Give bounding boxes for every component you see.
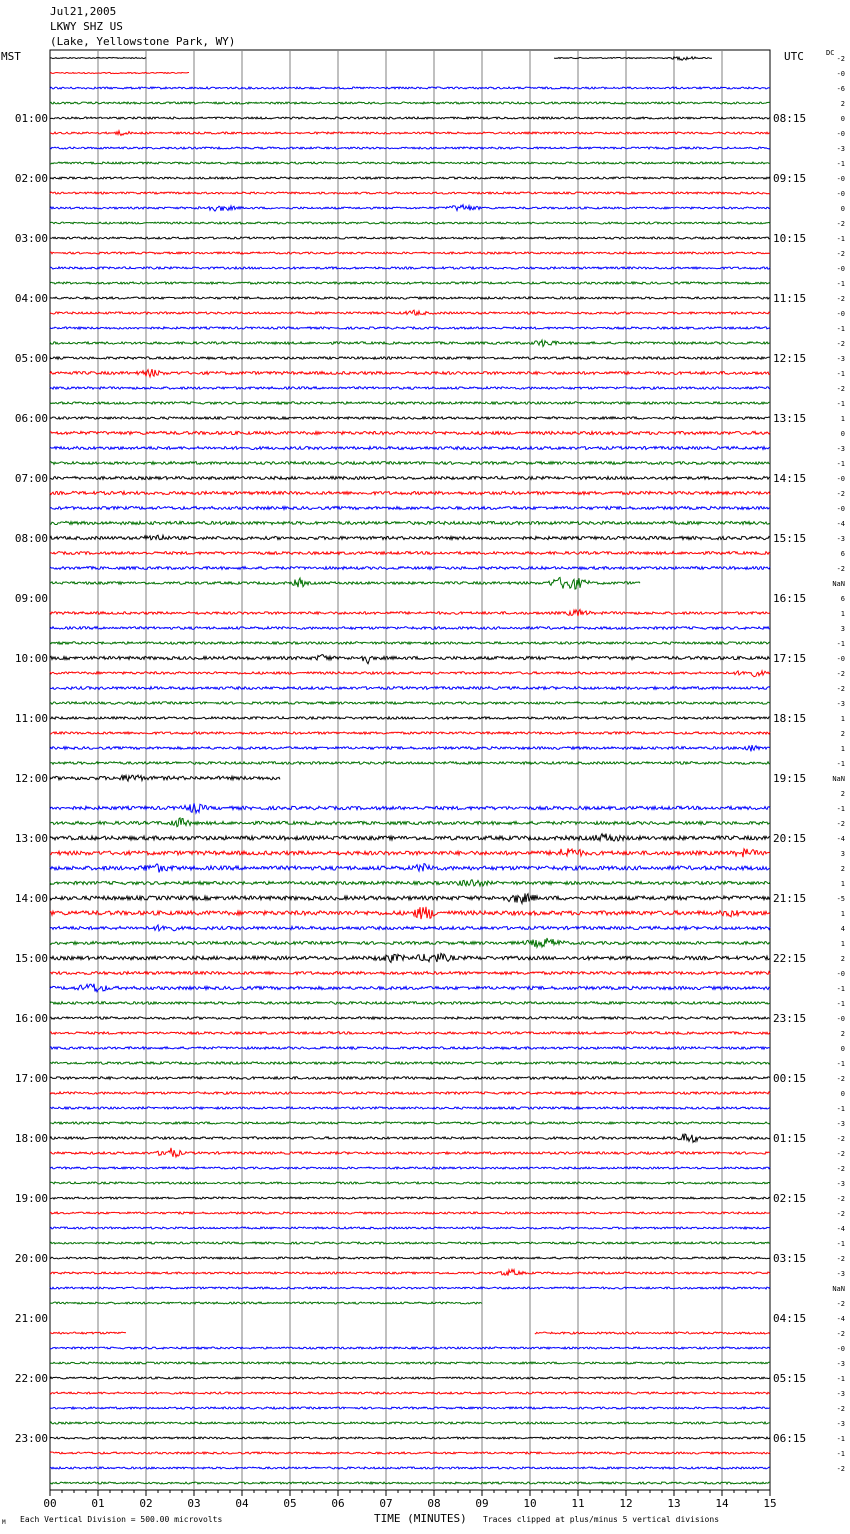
dc-offset-value: -1	[836, 1240, 845, 1248]
seismic-trace	[50, 848, 770, 857]
seismic-trace	[50, 1077, 770, 1080]
hour-label-utc: 11:15	[773, 292, 807, 305]
seismic-trace	[50, 357, 770, 359]
dc-offset-value: -2	[836, 220, 845, 228]
dc-offset-value: -0	[836, 505, 845, 513]
seismic-trace	[50, 1407, 770, 1409]
seismic-trace	[50, 775, 280, 781]
hour-label-mst: 16:00	[14, 1012, 48, 1025]
hour-label-utc: 01:15	[773, 1132, 807, 1145]
hour-label-mst: 09:00	[14, 592, 48, 605]
dc-offset-value: 6	[840, 550, 845, 558]
dc-offset-value: -2	[836, 1150, 845, 1158]
x-tick-label: 01	[91, 1497, 105, 1510]
dc-offset-value: -0	[836, 265, 845, 273]
dc-offset-value: -2	[836, 340, 845, 348]
seismic-trace	[50, 1227, 770, 1229]
hour-label-mst: 21:00	[14, 1312, 48, 1325]
hour-label-utc: 03:15	[773, 1252, 807, 1265]
seismic-trace	[50, 1032, 770, 1034]
dc-offset-value: -2	[836, 1465, 845, 1473]
dc-offset-value: -2	[836, 565, 845, 573]
seismic-trace	[50, 431, 770, 434]
hour-label-mst: 10:00	[14, 652, 48, 665]
dc-offset-value: -1	[836, 1060, 845, 1068]
hour-label-utc: 16:15	[773, 592, 807, 605]
dc-offset-value: -1	[836, 1450, 845, 1458]
seismic-trace	[50, 880, 770, 886]
hour-label-utc: 10:15	[773, 232, 807, 245]
hour-label-mst: 23:00	[14, 1432, 48, 1445]
dc-offset-value: -0	[836, 1345, 845, 1353]
dc-offset-value: 0	[840, 1045, 845, 1053]
dc-offset-value: -1	[836, 400, 845, 408]
hour-label-mst: 19:00	[14, 1192, 48, 1205]
dc-offset-value: 1	[840, 910, 845, 918]
x-tick-label: 03	[187, 1497, 201, 1510]
hour-label-utc: 21:15	[773, 892, 807, 905]
dc-offset-value: -1	[836, 460, 845, 468]
seismic-trace	[50, 521, 770, 524]
seismic-trace	[50, 1269, 770, 1275]
hour-label-utc: 13:15	[773, 412, 807, 425]
seismic-trace	[50, 310, 770, 315]
hour-label-mst: 13:00	[14, 832, 48, 845]
seismic-trace	[50, 1452, 770, 1454]
x-tick-label: 00	[43, 1497, 57, 1510]
seismic-trace	[535, 1332, 770, 1334]
x-tick-label: 06	[331, 1497, 345, 1510]
dc-offset-value: -3	[836, 145, 845, 153]
seismic-trace	[50, 953, 770, 962]
dc-offset-value: -4	[836, 1225, 845, 1233]
hour-label-utc: 14:15	[773, 472, 807, 485]
seismic-trace	[50, 655, 770, 664]
dc-offset-value: -1	[836, 1000, 845, 1008]
dc-offset-value: -4	[836, 835, 845, 843]
dc-offset-value: -1	[836, 235, 845, 243]
dc-offset-value: -4	[836, 1315, 845, 1323]
seismic-trace	[50, 1062, 770, 1064]
x-tick-label: 13	[667, 1497, 681, 1510]
seismic-trace	[50, 938, 770, 947]
seismic-trace	[50, 131, 770, 136]
dc-offset-value: -2	[836, 1300, 845, 1308]
seismic-trace	[50, 1482, 770, 1484]
dc-offset-value: 4	[840, 925, 845, 933]
footer-mark: M	[2, 1519, 6, 1526]
seismic-trace	[50, 984, 770, 992]
hour-label-utc: 20:15	[773, 832, 807, 845]
hour-label-mst: 05:00	[14, 352, 48, 365]
x-axis-label: TIME (MINUTES)	[374, 1512, 467, 1525]
dc-offset-value: 1	[840, 880, 845, 888]
x-tick-label: 05	[283, 1497, 297, 1510]
seismic-trace	[50, 745, 770, 751]
seismic-trace	[50, 447, 770, 450]
seismic-trace	[50, 237, 770, 239]
seismic-trace	[50, 1347, 770, 1349]
dc-offset-value: -0	[836, 190, 845, 198]
seismic-trace	[50, 972, 770, 975]
dc-offset-value: -0	[836, 655, 845, 663]
hour-label-mst: 12:00	[14, 772, 48, 785]
dc-offset-value: -2	[836, 250, 845, 258]
dc-offset-value: -2	[836, 1165, 845, 1173]
dc-offset-value: -1	[836, 325, 845, 333]
seismic-trace	[50, 87, 770, 89]
station-location: (Lake, Yellowstone Park, WY)	[50, 35, 236, 48]
seismic-trace	[50, 1212, 770, 1214]
dc-offset-value: -1	[836, 640, 845, 648]
dc-offset-value: 1	[840, 415, 845, 423]
seismic-trace	[50, 577, 640, 589]
seismic-trace	[50, 177, 770, 179]
dc-offset-value: -2	[836, 1210, 845, 1218]
seismic-trace	[50, 387, 770, 389]
seismic-trace	[50, 327, 770, 329]
seismic-trace	[50, 1377, 770, 1379]
station-code: LKWY SHZ US	[50, 20, 123, 33]
seismic-trace	[50, 610, 770, 617]
hour-label-mst: 01:00	[14, 112, 48, 125]
dc-offset-value: 2	[840, 955, 845, 963]
x-tick-label: 11	[571, 1497, 585, 1510]
dc-offset-value: -1	[836, 985, 845, 993]
x-tick-label: 04	[235, 1497, 249, 1510]
seismic-trace	[50, 1122, 770, 1124]
dc-offset-value: NaN	[832, 1285, 845, 1293]
dc-offset-value: -6	[836, 85, 845, 93]
x-tick-label: 10	[523, 1497, 537, 1510]
dc-offset-value: -5	[836, 895, 845, 903]
seismic-trace	[50, 907, 770, 919]
seismic-trace	[50, 340, 770, 346]
hour-label-utc: 04:15	[773, 1312, 807, 1325]
hour-label-mst: 04:00	[14, 292, 48, 305]
seismic-trace	[50, 834, 770, 841]
x-tick-label: 14	[715, 1497, 729, 1510]
dc-offset-value: 0	[840, 115, 845, 123]
seismic-trace	[50, 925, 770, 931]
seismic-trace	[50, 1148, 770, 1157]
hour-label-utc: 22:15	[773, 952, 807, 965]
seismic-trace	[50, 477, 770, 480]
seismic-trace	[50, 717, 770, 719]
dc-offset-value: -2	[836, 1195, 845, 1203]
hour-label-utc: 12:15	[773, 352, 807, 365]
seismic-trace	[50, 205, 770, 211]
seismic-trace	[50, 1017, 770, 1019]
dc-offset-value: -4	[836, 520, 845, 528]
vertical-scale-note: Each Vertical Division = 500.00 microvolts	[20, 1515, 223, 1524]
dc-offset-value: 1	[840, 715, 845, 723]
dc-offset-value: -3	[836, 1420, 845, 1428]
x-tick-label: 09	[475, 1497, 489, 1510]
dc-offset-value: NaN	[832, 580, 845, 588]
dc-offset-value: 6	[840, 595, 845, 603]
hour-label-utc: 05:15	[773, 1372, 807, 1385]
seismic-trace	[50, 297, 770, 299]
dc-offset-value: 3	[840, 850, 845, 858]
dc-offset-value: 1	[840, 940, 845, 948]
seismic-trace	[50, 192, 770, 194]
dc-offset-value: -1	[836, 1105, 845, 1113]
seismic-trace	[50, 732, 770, 734]
seismic-trace	[50, 818, 770, 827]
hour-label-mst: 18:00	[14, 1132, 48, 1145]
dc-offset-value: -2	[836, 490, 845, 498]
seismic-trace	[50, 1392, 770, 1394]
hour-label-utc: 09:15	[773, 172, 807, 185]
seismic-trace	[50, 462, 770, 465]
seismic-trace	[50, 567, 770, 570]
dc-offset-value: -2	[836, 295, 845, 303]
dc-offset-value: -2	[836, 820, 845, 828]
hour-label-utc: 15:15	[773, 532, 807, 545]
seismic-trace	[50, 535, 770, 540]
x-tick-label: 08	[427, 1497, 441, 1510]
seismic-trace	[50, 864, 770, 873]
record-date: Jul21,2005	[50, 5, 117, 18]
seismic-trace	[50, 369, 770, 377]
seismic-trace	[50, 1287, 770, 1289]
dc-offset-value: -2	[836, 385, 845, 393]
hour-label-mst: 02:00	[14, 172, 48, 185]
dc-offset-value: -1	[836, 805, 845, 813]
hour-label-mst: 07:00	[14, 472, 48, 485]
dc-offset-value: 2	[840, 865, 845, 873]
dc-offset-value: -2	[836, 55, 845, 63]
dc-offset-value: -3	[836, 1270, 845, 1278]
dc-offset-value: -3	[836, 1360, 845, 1368]
dc-offset-value: -3	[836, 1120, 845, 1128]
seismic-trace	[50, 1047, 770, 1049]
seismic-trace	[50, 1134, 770, 1143]
dc-offset-value: -1	[836, 370, 845, 378]
hour-label-mst: 14:00	[14, 892, 48, 905]
dc-offset-value: 2	[840, 100, 845, 108]
dc-offset-value: -2	[836, 1405, 845, 1413]
dc-offset-value: -0	[836, 130, 845, 138]
dc-offset-header: DC	[826, 49, 835, 57]
hour-label-mst: 15:00	[14, 952, 48, 965]
seismic-trace	[50, 491, 770, 494]
seismic-trace	[50, 1092, 770, 1094]
dc-offset-value: -0	[836, 175, 845, 183]
hour-label-mst: 08:00	[14, 532, 48, 545]
hour-label-utc: 06:15	[773, 1432, 807, 1445]
dc-offset-value: -2	[836, 1255, 845, 1263]
dc-offset-value: -2	[836, 1075, 845, 1083]
seismic-trace	[50, 507, 770, 510]
dc-offset-value: -1	[836, 160, 845, 168]
seismic-trace	[50, 252, 770, 254]
x-tick-label: 02	[139, 1497, 153, 1510]
x-tick-label: 07	[379, 1497, 393, 1510]
hour-label-utc: 23:15	[773, 1012, 807, 1025]
dc-offset-value: -1	[836, 1435, 845, 1443]
seismic-trace	[50, 702, 770, 704]
seismic-trace	[50, 1362, 770, 1364]
seismic-trace	[50, 57, 146, 58]
seismic-trace	[50, 1332, 126, 1334]
dc-offset-value: NaN	[832, 775, 845, 783]
seismic-trace	[50, 102, 770, 104]
hour-label-utc: 17:15	[773, 652, 807, 665]
dc-offset-value: -1	[836, 280, 845, 288]
seismic-trace	[50, 72, 189, 73]
seismic-trace	[50, 803, 770, 813]
seismic-trace	[50, 1467, 770, 1469]
dc-offset-value: -1	[836, 760, 845, 768]
dc-offset-value: -0	[836, 475, 845, 483]
seismic-trace	[50, 1107, 770, 1109]
dc-offset-value: 2	[840, 730, 845, 738]
seismic-trace	[50, 1242, 770, 1244]
seismic-trace	[50, 671, 770, 677]
seismic-trace	[50, 552, 770, 555]
dc-offset-value: -0	[836, 1015, 845, 1023]
dc-offset-value: 2	[840, 1030, 845, 1038]
seismic-trace	[50, 1197, 770, 1199]
dc-offset-value: -0	[836, 70, 845, 78]
hour-label-utc: 18:15	[773, 712, 807, 725]
dc-offset-value: -3	[836, 445, 845, 453]
seismic-trace	[50, 1257, 770, 1259]
hour-label-utc: 00:15	[773, 1072, 807, 1085]
hour-label-mst: 03:00	[14, 232, 48, 245]
x-tick-label: 15	[763, 1497, 777, 1510]
hour-label-mst: 17:00	[14, 1072, 48, 1085]
seismic-trace	[50, 687, 770, 690]
dc-offset-value: -2	[836, 670, 845, 678]
dc-offset-value: 1	[840, 610, 845, 618]
dc-offset-value: 0	[840, 205, 845, 213]
clipping-note: Traces clipped at plus/minus 5 vertical divisions	[483, 1515, 720, 1524]
seismic-trace	[50, 642, 770, 644]
seismic-trace	[50, 147, 770, 149]
x-tick-label: 12	[619, 1497, 633, 1510]
dc-offset-value: 0	[840, 430, 845, 438]
seismic-trace	[50, 627, 770, 630]
seismic-trace	[50, 1437, 770, 1439]
seismic-trace	[50, 117, 770, 119]
seismic-trace	[50, 893, 770, 903]
seismic-trace	[50, 282, 770, 284]
dc-offset-value: 0	[840, 1090, 845, 1098]
seismic-trace	[50, 267, 770, 269]
seismic-trace	[50, 1422, 770, 1424]
hour-label-utc: 02:15	[773, 1192, 807, 1205]
timezone-left-label: MST	[1, 50, 21, 63]
hour-label-mst: 22:00	[14, 1372, 48, 1385]
dc-offset-value: -3	[836, 535, 845, 543]
hour-label-mst: 06:00	[14, 412, 48, 425]
dc-offset-value: -2	[836, 1330, 845, 1338]
dc-offset-value: -2	[836, 685, 845, 693]
dc-offset-value: 3	[840, 625, 845, 633]
seismic-trace	[50, 162, 770, 164]
seismic-trace	[50, 402, 770, 404]
dc-offset-value: -3	[836, 1180, 845, 1188]
dc-offset-value: -3	[836, 355, 845, 363]
dc-offset-value: -1	[836, 1375, 845, 1383]
seismic-trace	[50, 1182, 770, 1184]
seismic-trace	[50, 1002, 770, 1005]
seismic-trace	[50, 417, 770, 419]
dc-offset-value: -3	[836, 700, 845, 708]
dc-offset-value: -0	[836, 970, 845, 978]
dc-offset-value: -2	[836, 1135, 845, 1143]
hour-label-utc: 08:15	[773, 112, 807, 125]
hour-label-mst: 11:00	[14, 712, 48, 725]
dc-offset-value: -3	[836, 1390, 845, 1398]
hour-label-utc: 19:15	[773, 772, 807, 785]
seismic-trace	[50, 762, 770, 765]
hour-label-mst: 20:00	[14, 1252, 48, 1265]
seismic-trace	[50, 1302, 482, 1304]
timezone-right-label: UTC	[784, 50, 804, 63]
dc-offset-value: 2	[840, 790, 845, 798]
seismic-trace	[50, 1167, 770, 1169]
dc-offset-value: 1	[840, 745, 845, 753]
dc-offset-value: -0	[836, 310, 845, 318]
seismic-trace	[50, 222, 770, 224]
